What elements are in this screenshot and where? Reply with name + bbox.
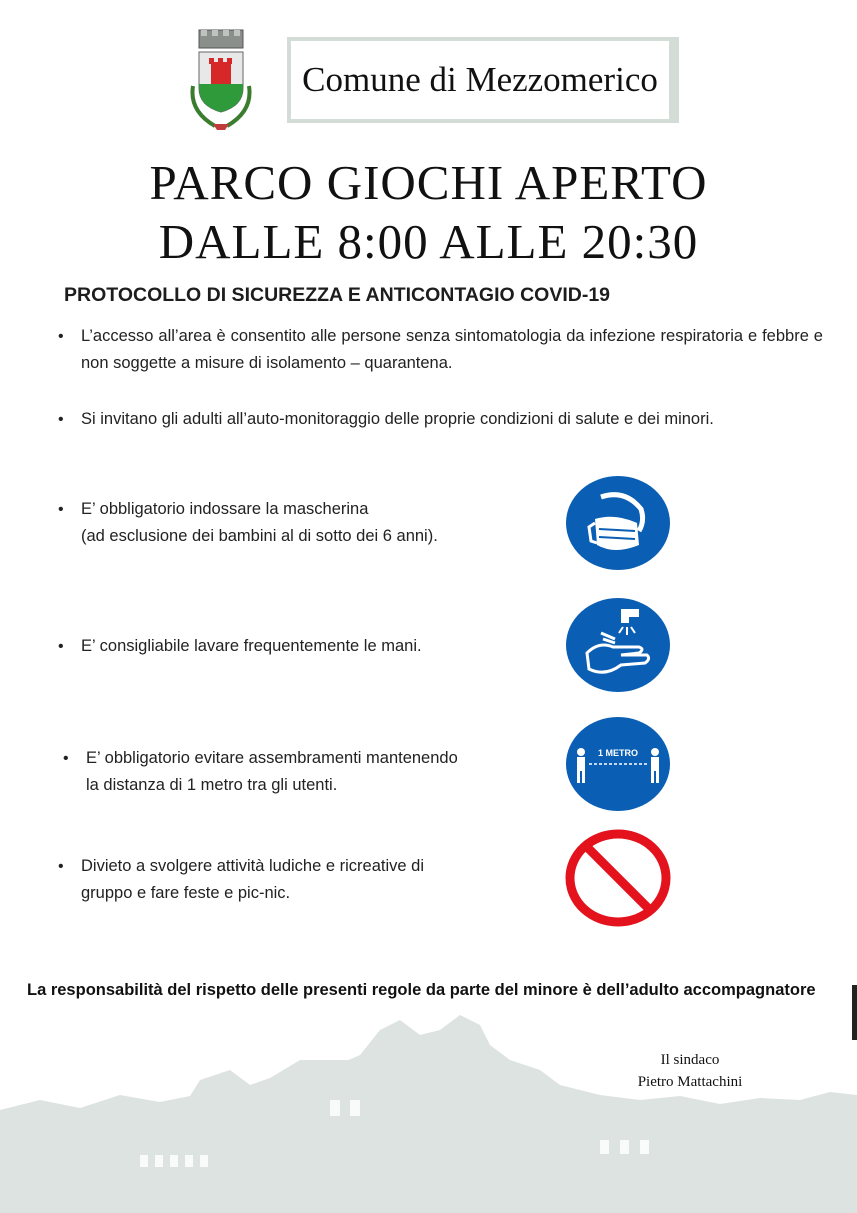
face-mask-icon — [565, 475, 671, 571]
edge-bar — [852, 985, 857, 1040]
town-silhouette-background — [0, 1000, 857, 1213]
bullet: • — [58, 328, 64, 345]
rule-item-mask — [58, 496, 551, 550]
rule-text-line1: E’ obbligatorio evitare assembramenti mantenendo — [86, 749, 458, 767]
page-title-line2: DALLE 8:00 ALLE 20:30 — [158, 214, 699, 269]
bullet: • — [58, 638, 64, 655]
bullet: • — [58, 411, 64, 428]
municipality-header — [287, 37, 679, 123]
rule-item-access — [58, 323, 823, 377]
rule-text-line1: E’ obbligatorio indossare la mascherina — [81, 500, 369, 518]
prohibited-icon — [565, 829, 671, 927]
rule-text-line2: gruppo e fare feste e pic-nic. — [81, 884, 291, 902]
rule-text: Si invitano gli adulti all’auto-monitoraggio delle proprie condizioni di salute e dei minori. — [81, 410, 714, 428]
rule-item-distance — [63, 745, 556, 799]
hand-washing-icon — [565, 597, 671, 693]
protocol-heading: PROTOCOLLO DI SICUREZZA E ANTICONTAGIO COVID-19 — [64, 284, 611, 306]
page-title-line1: PARCO GIOCHI APERTO — [149, 155, 708, 210]
signature-name: Pietro Mattachini — [637, 1074, 743, 1090]
rule-text: L’accesso all’area è consentito alle persone senza sintomatologia da infezione respiratoria e febbre e non soggette a misure di isolamento – quarantena. — [81, 327, 823, 372]
social-distance-icon — [565, 716, 671, 812]
rule-item-wash-hands — [58, 633, 551, 660]
municipality-name: Comune di Mezzomerico — [302, 60, 658, 99]
bullet: • — [58, 501, 64, 518]
rule-text-line2: la distanza di 1 metro tra gli utenti. — [86, 776, 338, 794]
bullet: • — [63, 750, 69, 767]
rule-text: E’ consigliabile lavare frequentemente le mani. — [81, 637, 422, 655]
distance-label: 1 METRO — [597, 748, 639, 758]
rule-item-self-monitoring — [58, 406, 823, 433]
signature-role: Il sindaco — [660, 1052, 720, 1068]
signature-block — [600, 1049, 780, 1093]
responsibility-note: La responsabilità del rispetto delle presenti regole da parte del minore è dell’adulto accompagnatore — [27, 981, 816, 999]
rule-item-no-gatherings — [58, 853, 551, 907]
rule-text-line2: (ad esclusione dei bambini al di sotto dei 6 anni). — [81, 527, 438, 545]
rule-text-line1: Divieto a svolgere attività ludiche e ricreative di — [81, 857, 424, 875]
bullet: • — [58, 858, 64, 875]
municipal-crest-icon — [185, 26, 257, 134]
